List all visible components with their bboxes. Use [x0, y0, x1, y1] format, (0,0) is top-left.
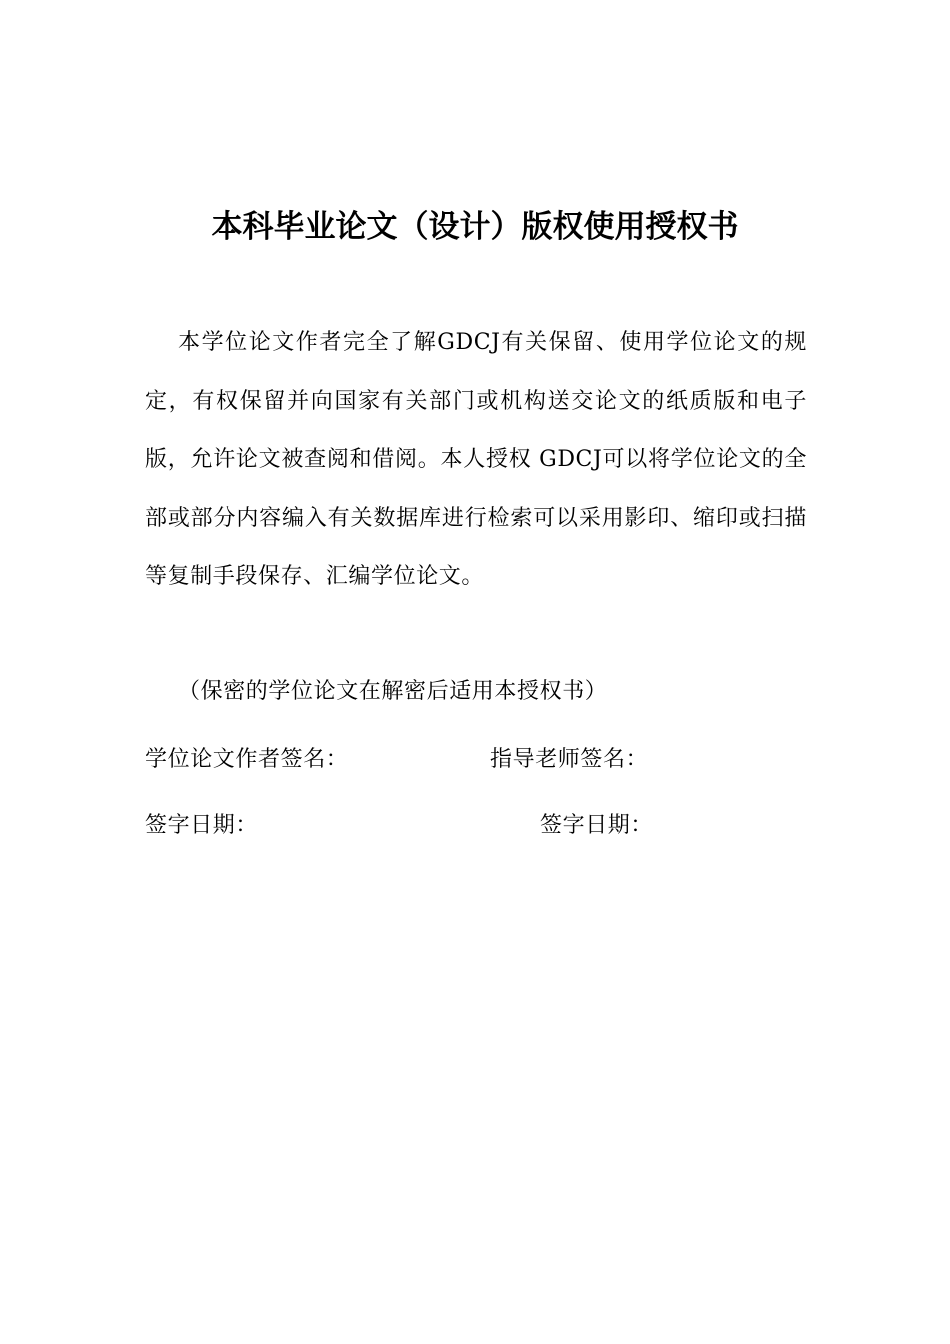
author-date-label: 签字日期：: [145, 813, 259, 838]
author-signature-label: 学位论文作者签名：: [145, 747, 349, 772]
document-title: 本科毕业论文（设计）版权使用授权书: [211, 209, 739, 245]
advisor-signature-label: 指导老师签名：: [490, 747, 649, 772]
confidentiality-note: （保密的学位论文在解密后适用本授权书）: [178, 679, 608, 704]
authorization-paragraph: 本学位论文作者完全了解GDCJ有关保留、使用学位论文的规定，有权保留并向国家有关部门或机构送交论文的纸质版和电子版，允许论文被查阅和借阅。本人授权 GDCJ可以将学位论文的全部或部分内容编入有关数据库进行检索可以采用影印、缩印或扫描等复制手段保存、汇编学位论文。: [145, 330, 807, 589]
advisor-date-label: 签字日期：: [540, 813, 654, 838]
